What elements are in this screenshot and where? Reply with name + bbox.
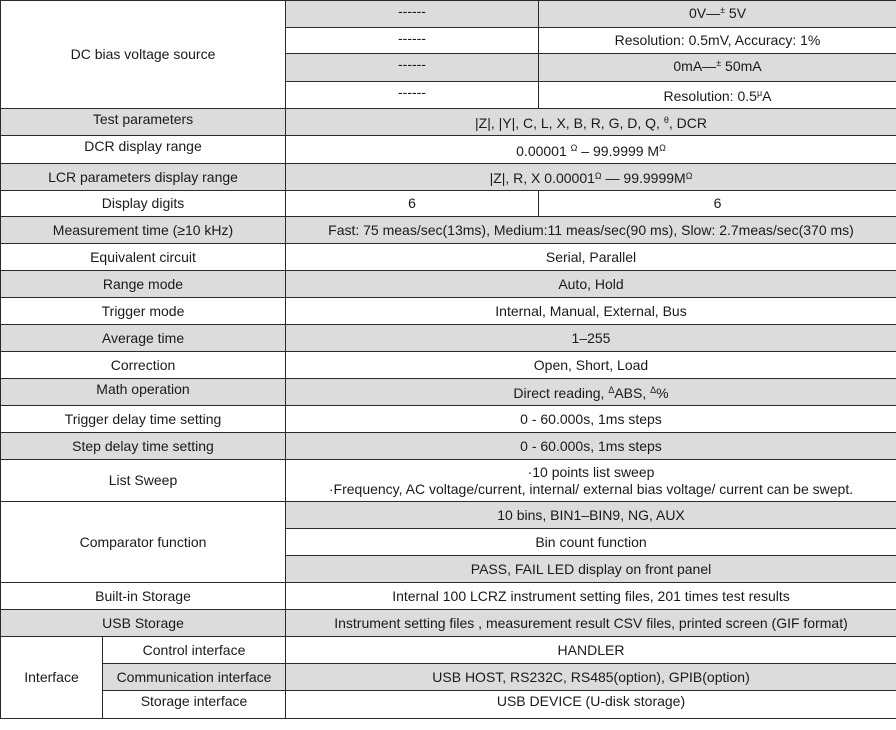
comparator-line-1: 10 bins, BIN1–BIN9, NG, AUX	[286, 502, 896, 529]
correction-label: Correction	[1, 352, 286, 379]
storage-interface-value: USB DEVICE (U-disk storage)	[286, 691, 896, 719]
step-delay-label: Step delay time setting	[1, 433, 286, 460]
usb-storage-label: USB Storage	[1, 610, 286, 637]
dc-bias-dash-2: ------	[286, 28, 539, 54]
comparator-line-3: PASS, FAIL LED display on front panel	[286, 556, 896, 583]
list-sweep-value	[286, 460, 896, 502]
storage-interface-label: Storage interface	[103, 691, 286, 719]
builtin-storage-value: Internal 100 LCRZ instrument setting files, 201 times test results	[286, 583, 896, 610]
dc-bias-dash-3: ------	[286, 54, 539, 82]
trigger-delay-label: Trigger delay time setting	[1, 406, 286, 433]
list-sweep-label: List Sweep	[1, 460, 286, 502]
measurement-time-label: Measurement time (≥10 kHz)	[1, 217, 286, 244]
builtin-storage-label: Built-in Storage	[1, 583, 286, 610]
math-operation-value: Direct reading, $^\Delta$ABS, $^\Delta$%	[286, 379, 896, 406]
range-mode-label: Range mode	[1, 271, 286, 298]
dc-bias-dash-4: ------	[286, 82, 539, 109]
dcr-range-value: 0.00001 $^\Omega$ – 99.9999 $M^\Omega$	[286, 136, 896, 164]
equivalent-circuit-value: Serial, Parallel	[286, 244, 896, 271]
comparator-label: Comparator function	[1, 502, 286, 583]
test-parameters-label: Test parameters	[1, 109, 286, 136]
average-time-value: 1–255	[286, 325, 896, 352]
trigger-delay-value: 0 - 60.000s, 1ms steps	[286, 406, 896, 433]
range-mode-value: Auto, Hold	[286, 271, 896, 298]
dc-bias-dash-1: ------	[286, 1, 539, 28]
equivalent-circuit-label: Equivalent circuit	[1, 244, 286, 271]
step-delay-value: 0 - 60.000s, 1ms steps	[286, 433, 896, 460]
display-digits-value-2: 6	[539, 191, 896, 217]
dc-bias-voltage-range: 0V—± 5V	[539, 1, 896, 28]
math-operation-label: Math operation	[1, 379, 286, 406]
dcr-range-label: DCR display range	[1, 136, 286, 164]
dc-bias-label: DC bias voltage source	[1, 1, 286, 109]
measurement-time-value: Fast: 75 meas/sec(13ms), Medium:11 meas/sec(90 ms), Slow: 2.7meas/sec(370 ms)	[286, 217, 896, 244]
test-parameters-value: |Z|, |Y|, C, L, X, B, R, G, D, Q, $^\theta$, DCR	[286, 109, 896, 136]
communication-interface-label: Communication interface	[103, 664, 286, 691]
lcr-range-value: |Z|, R, X $0.00001^\Omega$ — $99.9999M^\Omega$	[286, 164, 896, 191]
list-sweep-line-1: ·10 points list sweep	[527, 463, 655, 480]
communication-interface-value: USB HOST, RS232C, RS485(option), GPIB(option)	[286, 664, 896, 691]
trigger-mode-value: Internal, Manual, External, Bus	[286, 298, 896, 325]
comparator-line-2: Bin count function	[286, 529, 896, 556]
dc-bias-current-range: 0mA—± 50mA	[539, 54, 896, 82]
dc-bias-voltage-resolution: Resolution: 0.5mV, Accuracy: 1%	[539, 28, 896, 54]
interface-label: Interface	[1, 637, 103, 719]
correction-value: Open, Short, Load	[286, 352, 896, 379]
dc-bias-current-resolution: Resolution: $0.5^\mu A$	[539, 82, 896, 109]
display-digits-label: Display digits	[1, 191, 286, 217]
display-digits-value-1: 6	[286, 191, 539, 217]
list-sweep-line-2: ·Frequency, AC voltage/current, internal/ external bias voltage/ current can be swept.	[328, 480, 854, 497]
average-time-label: Average time	[1, 325, 286, 352]
lcr-range-label: LCR parameters display range	[1, 164, 286, 191]
control-interface-value: HANDLER	[286, 637, 896, 664]
trigger-mode-label: Trigger mode	[1, 298, 286, 325]
usb-storage-value: Instrument setting files , measurement result CSV files, printed screen (GIF format)	[286, 610, 896, 637]
control-interface-label: Control interface	[103, 637, 286, 664]
